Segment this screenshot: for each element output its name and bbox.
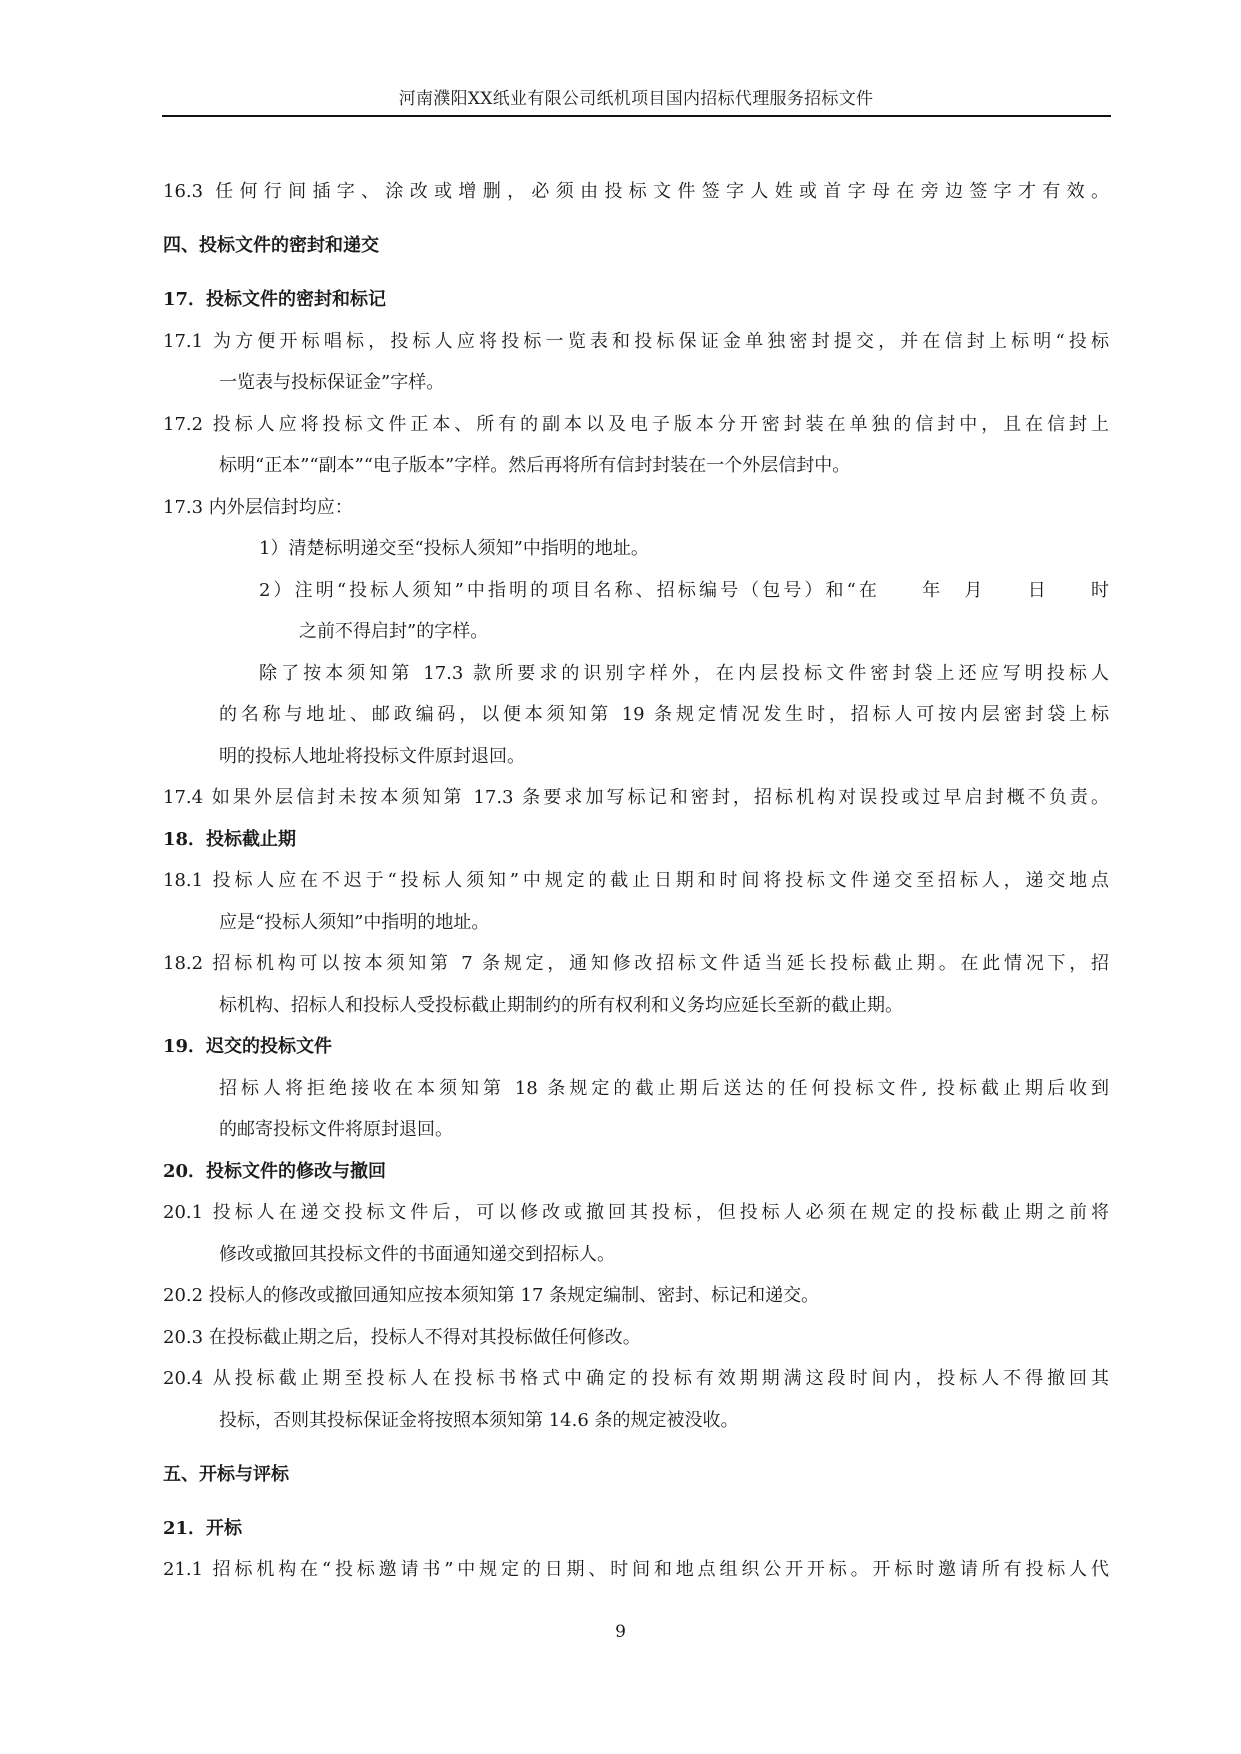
clause-17-1-line-1: 17.1 为方便开标唱标，投标人应将投标一览表和投标保证金单独密封提交，并在信封上标明“投标 bbox=[163, 330, 1109, 352]
clause-20-1-line-2: 修改或撤回其投标文件的书面通知递交到招标人。 bbox=[219, 1243, 615, 1265]
list-item-1: 1）清楚标明递交至“投标人须知”中指明的地址。 bbox=[259, 538, 649, 559]
clause-heading-21: 21．开标 bbox=[163, 1517, 243, 1539]
paragraph-line-2: 的名称与地址、邮政编码，以便本须知第 19 条规定情况发生时，招标人可按内层密封袋上标 bbox=[219, 704, 1109, 725]
clause-21-1-line-1: 21.1 招标机构在“投标邀请书”中规定的日期、时间和地点组织公开开标。开标时邀请所有投标人代 bbox=[163, 1559, 1109, 1580]
list-item-2-line-1: 2）注明“投标人须知”中指明的项目名称、招标编号（包号）和“在 年 月 日 时 bbox=[259, 579, 1109, 601]
running-header: 河南濮阳XX纸业有限公司纸机项目国内招标代理服务招标文件 bbox=[398, 89, 874, 109]
header-rule bbox=[162, 115, 1111, 117]
clause-20-4-line-2: 投标，否则其投标保证金将按照本须知第 14.6 条的规定被没收。 bbox=[219, 1409, 739, 1431]
clause-16-3: 16.3 任何行间插字、涂改或增删，必须由投标文件签字人姓或首字母在旁边签字才有效。 bbox=[163, 181, 1109, 202]
clause-20-4-line-1: 20.4 从投标截止期至投标人在投标书格式中确定的投标有效期期满这段时间内，投标人不得撤回其 bbox=[163, 1368, 1109, 1389]
clause-19-line-1: 招标人将拒绝接收在本须知第 18 条规定的截止期后送达的任何投标文件, 投标截止期后收到 bbox=[219, 1077, 1109, 1099]
clause-17-2-line-2: 标明“正本”“副本”“电子版本”字样。然后再将所有信封封装在一个外层信封中。 bbox=[219, 455, 851, 476]
clause-18-2-line-2: 标机构、招标人和投标人受投标截止期制约的所有权利和义务均应延长至新的截止期。 bbox=[219, 994, 903, 1016]
section-heading-5: 五、开标与评标 bbox=[163, 1463, 289, 1485]
clause-18-1-line-1: 18.1 投标人应在不迟于“投标人须知”中规定的截止日期和时间将投标文件递交至招标人，递交地点 bbox=[163, 870, 1109, 891]
list-item-2-line-2: 之前不得启封”的字样。 bbox=[299, 621, 489, 642]
document-body bbox=[163, 171, 1109, 1591]
clause-heading-19: 19．迟交的投标文件 bbox=[163, 1036, 333, 1057]
clause-19-line-2: 的邮寄投标文件将原封退回。 bbox=[219, 1119, 453, 1140]
clause-20-2: 20.2 投标人的修改或撤回通知应按本须知第 17 条规定编制、密封、标记和递交。 bbox=[163, 1285, 820, 1306]
section-heading-4: 四、投标文件的密封和递交 bbox=[163, 235, 379, 256]
clause-heading-18: 18．投标截止期 bbox=[163, 828, 297, 850]
clause-heading-20: 20．投标文件的修改与撤回 bbox=[163, 1160, 387, 1182]
clause-17-1-line-2: 一览表与投标保证金”字样。 bbox=[219, 372, 445, 393]
clause-17-2-line-1: 17.2 投标人应将投标文件正本、所有的副本以及电子版本分开密封装在单独的信封中，且在信封上 bbox=[163, 413, 1109, 435]
clause-18-1-line-2: 应是“投标人须知”中指明的地址。 bbox=[219, 911, 490, 933]
paragraph-line-1: 除了按本须知第 17.3 款所要求的识别字样外，在内层投标文件密封袋上还应写明投标人 bbox=[259, 662, 1109, 684]
clause-20-3: 20.3 在投标截止期之后，投标人不得对其投标做任何修改。 bbox=[163, 1326, 641, 1348]
page-number: 9 bbox=[615, 1622, 626, 1642]
clause-heading-17: 17．投标文件的密封和标记 bbox=[163, 289, 387, 310]
clause-20-1-line-1: 20.1 投标人在递交投标文件后，可以修改或撤回其投标，但投标人必须在规定的投标截止期之前将 bbox=[163, 1202, 1109, 1223]
paragraph-line-3: 明的投标人地址将投标文件原封退回。 bbox=[219, 745, 525, 767]
clause-18-2-line-1: 18.2 招标机构可以按本须知第 7 条规定，通知修改招标文件适当延长投标截止期。在此情况下，招 bbox=[163, 953, 1109, 974]
clause-17-4: 17.4 如果外层信封未按本须知第 17.3 条要求加写标记和密封，招标机构对误投或过早启封概不负责。 bbox=[163, 787, 1109, 808]
clause-17-3: 17.3 内外层信封均应： bbox=[163, 496, 353, 518]
